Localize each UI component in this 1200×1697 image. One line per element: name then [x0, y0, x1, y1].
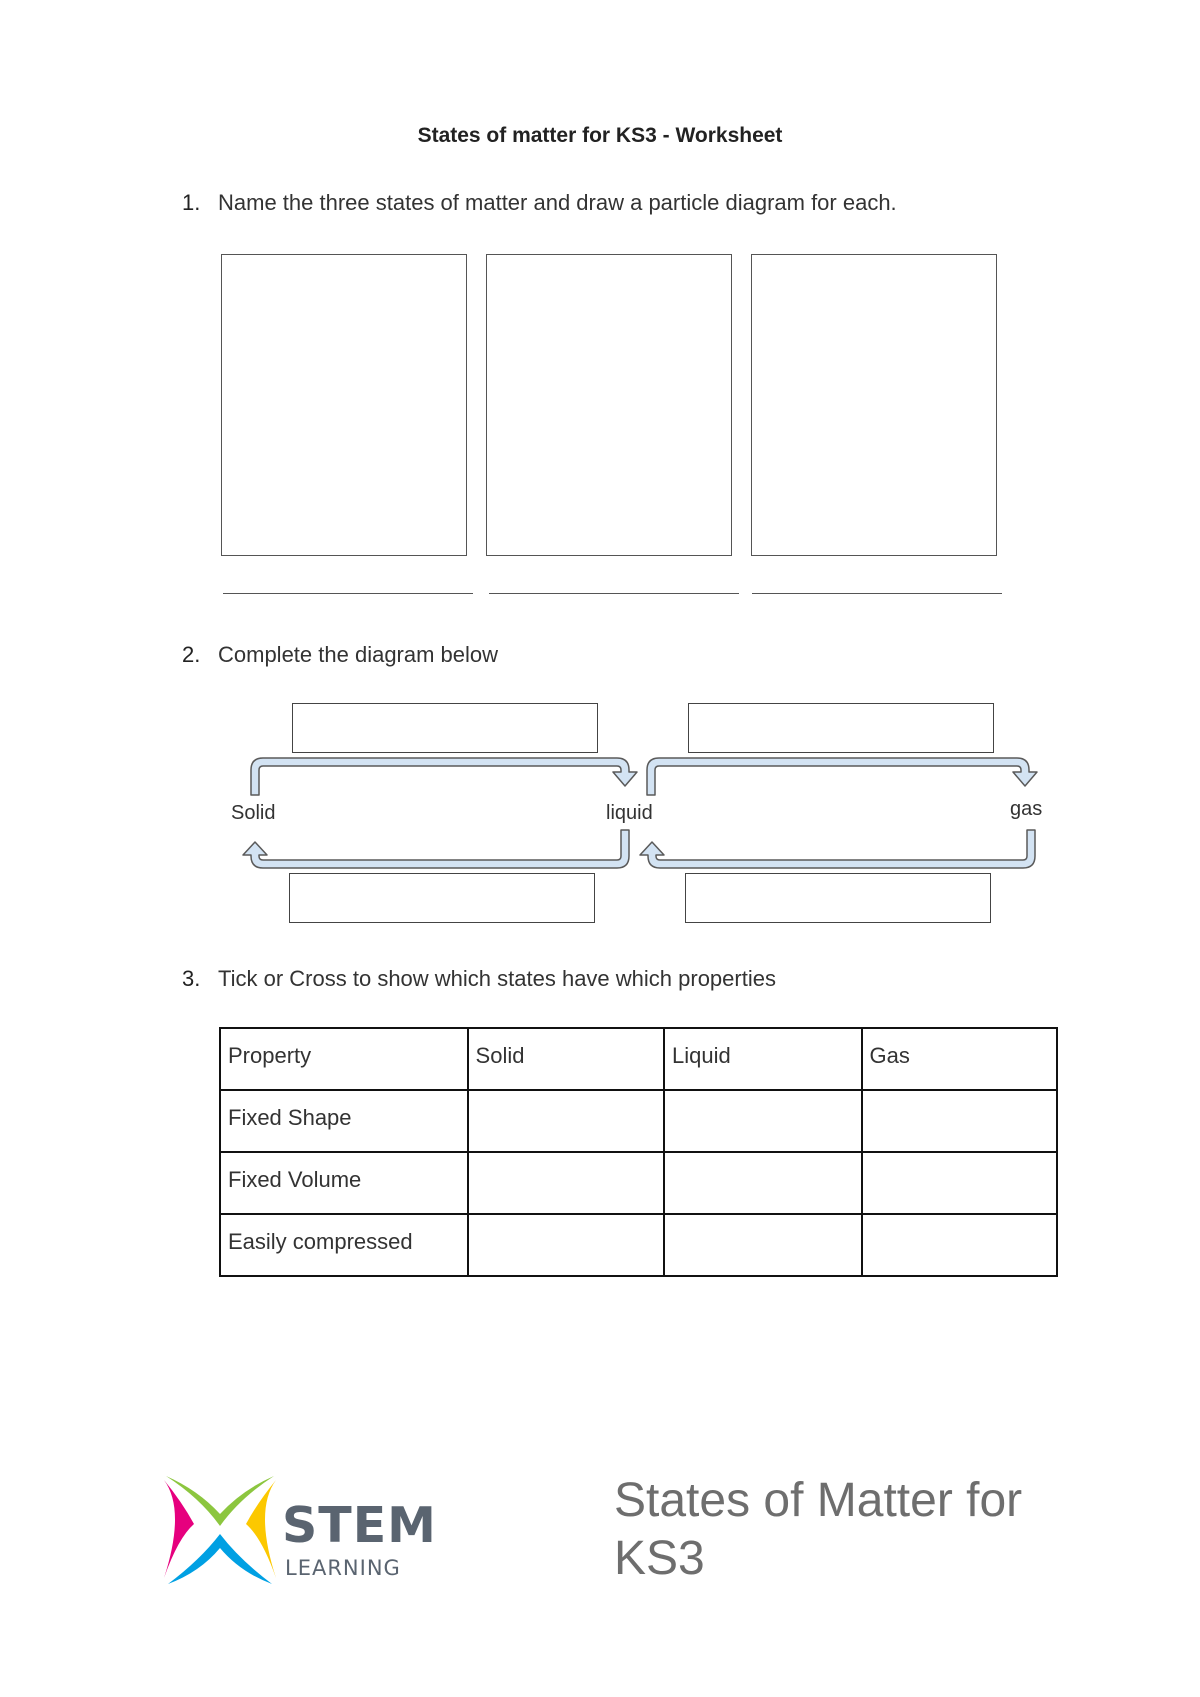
answer-cell[interactable]: [468, 1152, 664, 1214]
question-1-number: 1.: [182, 190, 201, 215]
arrow-liquid-to-gas: [647, 758, 1037, 795]
property-cell: Easily compressed: [220, 1214, 468, 1276]
header-cell: Property: [220, 1028, 468, 1090]
logo-right-swoosh: [246, 1480, 276, 1578]
answer-cell[interactable]: [468, 1090, 664, 1152]
label-gas: gas: [1010, 798, 1043, 820]
footer-title-line-1: States of Matter for: [614, 1474, 1023, 1527]
property-cell: Fixed Shape: [220, 1090, 468, 1152]
label-liquid: liquid: [606, 802, 653, 824]
answer-cell[interactable]: [664, 1090, 862, 1152]
table-header-row: [220, 1028, 1057, 1090]
answer-cell[interactable]: [862, 1152, 1057, 1214]
logo-bottom-swoosh: [168, 1534, 272, 1584]
worksheet-title: States of matter for KS3 - Worksheet: [417, 124, 783, 147]
label-solid: Solid: [231, 802, 276, 824]
logo-left-swoosh: [164, 1480, 194, 1578]
arrow-gas-to-liquid: [640, 830, 1035, 868]
question-2-text: Complete the diagram below: [218, 642, 499, 667]
properties-table: [219, 1027, 1058, 1277]
logo-wordmark: STEM: [282, 1497, 437, 1554]
header-cell: Solid: [468, 1028, 664, 1090]
stem-logo-icon: [160, 1470, 280, 1590]
header-cell: Gas: [862, 1028, 1057, 1090]
header-cell: Liquid: [664, 1028, 862, 1090]
question-2-number: 2.: [182, 642, 201, 667]
question-3-number: 3.: [182, 966, 201, 991]
answer-cell[interactable]: [862, 1214, 1057, 1276]
arrow-solid-to-liquid: [251, 758, 637, 795]
question-1-text: Name the three states of matter and draw a particle diagram for each.: [218, 190, 897, 215]
question-3-text: Tick or Cross to show which states have which properties: [218, 966, 776, 991]
arrow-liquid-to-solid: [243, 830, 629, 868]
answer-cell[interactable]: [664, 1152, 862, 1214]
property-cell: Fixed Volume: [220, 1152, 468, 1214]
table-row: [220, 1090, 1057, 1152]
answer-cell[interactable]: [862, 1090, 1057, 1152]
table-row: [220, 1152, 1057, 1214]
answer-cell[interactable]: [468, 1214, 664, 1276]
footer-title-line-2: KS3: [614, 1532, 705, 1585]
answer-cell[interactable]: [664, 1214, 862, 1276]
logo-subtitle: LEARNING: [285, 1556, 401, 1580]
table-row: [220, 1214, 1057, 1276]
